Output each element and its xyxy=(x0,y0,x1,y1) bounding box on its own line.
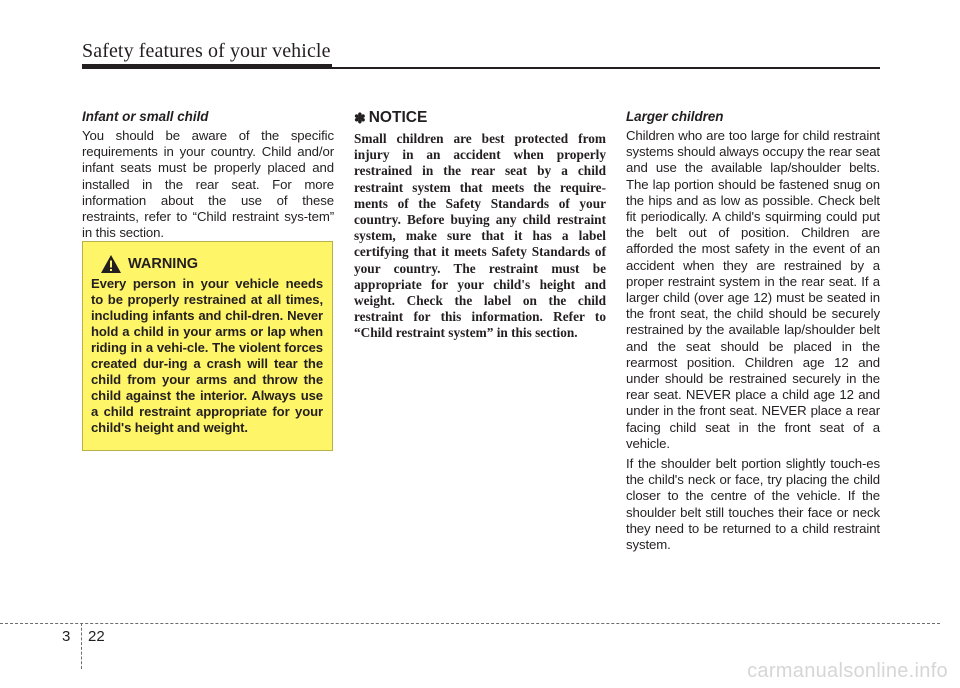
chapter-number: 3 xyxy=(62,628,71,645)
page-title: Safety features of your vehicle xyxy=(82,40,331,62)
infant-paragraph: You should be aware of the specific requirements in your country. Child and/or infant seats must be properly placed and installed in the rear seat. For more information about the use of these restraints, refer to “Child restraint sys-tem” in this section. xyxy=(82,128,334,241)
header-rule-thick xyxy=(82,64,332,69)
footer-vertical-rule xyxy=(81,623,82,669)
left-column xyxy=(82,108,334,245)
larger-children-paragraph-1: Children who are too large for child restraint systems should always occupy the rear seat and use the available lap/shoulder belts. The lap portion should be fastened snug on the hips and as low as possible. Check belt fit periodically. A child's squirming could put the belt out of position. Children are afforded the most safety in the event of an accident when they are restrained by a proper restraint system in the rear seat. If a larger child (over age 12) must be seated in the front seat, the child should be securely restrained by the available lap/shoulder belt and the seat should be placed in the rearmost position. Children age 12 and under should be restrained securely in the rear seat. NEVER place a child age 12 and under in the front seat. NEVER place a rear facing child seat in the front seat of a vehicle. xyxy=(626,128,880,451)
warning-title: WARNING xyxy=(128,256,199,272)
asterisk-icon: ✽ xyxy=(354,110,366,126)
notice-text: Small children are best protected from injury in an accident when properly restrained in the rear seat by a child restraint system that meets the require-ments of the Safety Standards of your country. Before buying any child restraint system, make sure that it has a label certifying that it meets Safety Standards of your country. The restraint must be appropriate for your child's height and weight. Check the label on the child restraint for this information. Refer to “Child restraint system” in this section. xyxy=(354,131,606,341)
footer-rule xyxy=(0,623,940,624)
watermark: carmanualsonline.info xyxy=(747,660,948,682)
notice-header xyxy=(354,108,606,128)
warning-header xyxy=(100,254,323,274)
warning-text: Every person in your vehicle needs to be properly restrained at all times, including infants and chil-dren. Never hold a child in your arms or lap when riding in a vehi-cle. The violent forces created dur-ing a crash will tear the child from your arms and throw the child against the interior. Always use a child restraint appropriate for your child's height and weight. xyxy=(91,276,323,435)
warning-triangle-icon xyxy=(100,254,122,274)
middle-column xyxy=(354,108,606,342)
page-number: 22 xyxy=(88,628,105,645)
header-rule-thin xyxy=(332,67,880,69)
larger-children-paragraph-2: If the shoulder belt portion slightly touch-es the child's neck or face, try placing the child closer to the centre of the vehicle. If the shoulder belt still touches their face or neck they need to be returned to a child restraint system. xyxy=(626,456,880,553)
larger-children-subhead: Larger children xyxy=(626,109,724,124)
notice-title: NOTICE xyxy=(368,109,428,126)
right-column xyxy=(626,108,880,557)
infant-subhead: Infant or small child xyxy=(82,109,209,124)
warning-box xyxy=(82,241,333,451)
